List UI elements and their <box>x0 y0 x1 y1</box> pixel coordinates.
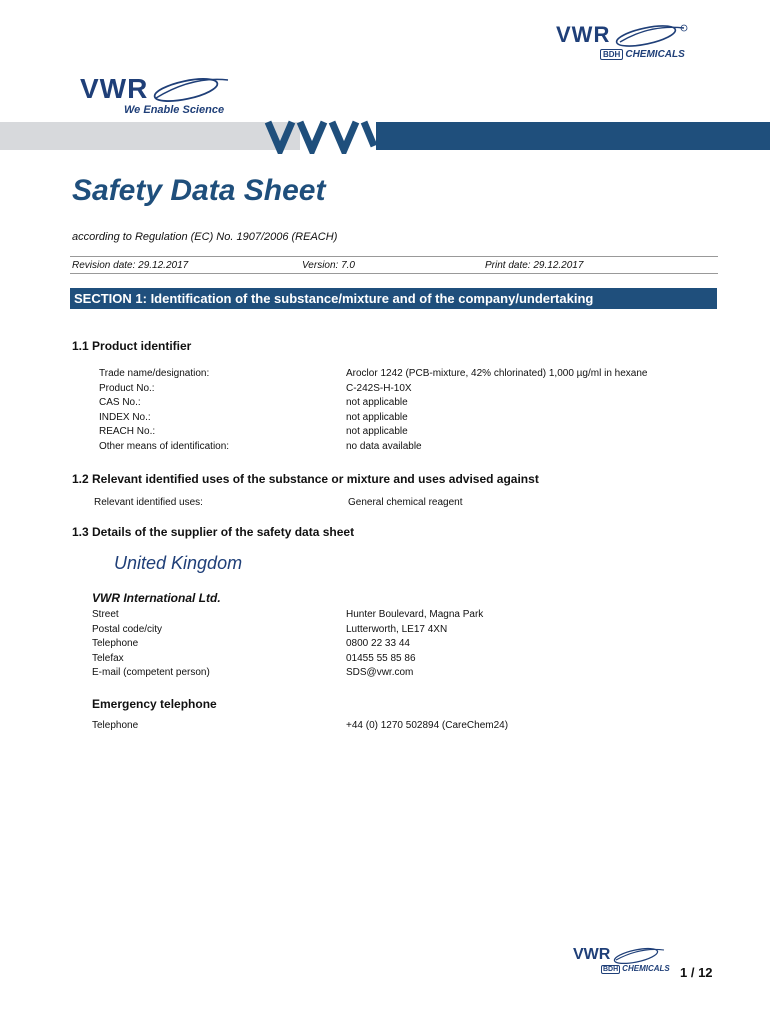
row-value: no data available <box>346 440 422 452</box>
version: Version: 7.0 <box>302 260 355 271</box>
page-number: 1 / 12 <box>680 965 713 980</box>
print-date: Print date: 29.12.2017 <box>485 260 584 271</box>
section-1-2-heading: 1.2 Relevant identified uses of the substance or mixture and uses advised against <box>72 472 539 486</box>
section-1-3-heading: 1.3 Details of the supplier of the safety data sheet <box>72 525 355 539</box>
leaf-swoosh-icon <box>610 22 688 48</box>
banner-chevrons <box>262 118 387 154</box>
logo-wordmark: VWR <box>80 73 149 104</box>
row-value: C-242S-H-10X <box>346 382 412 394</box>
leaf-swoosh-icon <box>148 74 232 104</box>
vwr-bdh-logo <box>556 22 706 67</box>
section-1-header: SECTION 1: Identification of the substance/mixture and of the company/undertaking <box>70 288 717 309</box>
row-value: Lutterworth, LE17 4XN <box>346 623 448 635</box>
row-value: 0800 22 33 44 <box>346 638 410 650</box>
row-value: not applicable <box>346 426 408 438</box>
row-label: Other means of identification: <box>99 440 230 452</box>
row-label: E-mail (competent person) <box>92 667 210 679</box>
banner-grey-band <box>0 122 300 150</box>
logo-wordmark: VWR <box>573 946 611 963</box>
table-row <box>0 637 770 652</box>
table-row <box>0 367 770 382</box>
row-label: Telefax <box>92 652 124 664</box>
row-label: Trade name/designation: <box>99 368 210 379</box>
table-row <box>0 411 770 426</box>
logo-subline <box>600 49 706 60</box>
row-label: Product No.: <box>99 382 155 394</box>
logo-wordmark: VWR <box>556 22 611 47</box>
uses-value: General chemical reagent <box>348 497 463 508</box>
emergency-value: +44 (0) 1270 502894 (CareChem24) <box>346 720 509 731</box>
row-label: Telephone <box>92 638 139 650</box>
revision-date: Revision date: 29.12.2017 <box>72 260 189 271</box>
product-identifier-table <box>0 367 770 455</box>
table-row <box>0 666 770 681</box>
bdh-box: BDH <box>600 49 623 60</box>
emergency-heading: Emergency telephone <box>92 697 217 711</box>
row-value: not applicable <box>346 397 408 409</box>
banner-blue-band <box>376 122 770 150</box>
chemicals-text: CHEMICALS <box>622 964 670 973</box>
uses-label: Relevant identified uses: <box>94 497 203 508</box>
divider <box>70 273 718 274</box>
table-row <box>0 396 770 411</box>
row-label: INDEX No.: <box>99 411 151 423</box>
vwr-bdh-logo-footer <box>573 946 683 980</box>
email-link[interactable]: SDS@vwr.com <box>346 667 414 679</box>
row-label: Street <box>92 609 119 620</box>
divider <box>70 256 718 257</box>
supplier-country: United Kingdom <box>114 553 243 573</box>
table-row <box>0 440 770 455</box>
leaf-swoosh-icon <box>610 946 666 964</box>
row-value: Aroclor 1242 (PCB-mixture, 42% chlorinated) 1,000 µg/ml in hexane <box>346 368 648 379</box>
table-row <box>0 623 770 638</box>
page-subtitle: according to Regulation (EC) No. 1907/2006 (REACH) <box>72 231 338 243</box>
table-row <box>0 608 770 623</box>
table-row <box>0 425 770 440</box>
vwr-logo <box>80 74 250 116</box>
row-label: Postal code/city <box>92 623 163 635</box>
table-row <box>0 382 770 397</box>
logo-subline <box>601 964 683 973</box>
page-title: Safety Data Sheet <box>72 174 326 207</box>
section-1-1-heading: 1.1 Product identifier <box>72 339 192 353</box>
supplier-company: VWR International Ltd. <box>92 591 221 605</box>
chemicals-text: CHEMICALS <box>625 49 685 60</box>
logo-tagline: We Enable Science <box>124 104 225 116</box>
supplier-table <box>0 608 770 681</box>
row-value: not applicable <box>346 411 408 423</box>
row-label: CAS No.: <box>99 397 141 409</box>
bdh-box: BDH <box>603 966 619 973</box>
emergency-label: Telephone <box>92 720 139 731</box>
row-value: 01455 55 85 86 <box>346 652 416 664</box>
row-value: Hunter Boulevard, Magna Park <box>346 609 484 620</box>
row-label: REACH No.: <box>99 426 156 438</box>
table-row <box>0 652 770 667</box>
